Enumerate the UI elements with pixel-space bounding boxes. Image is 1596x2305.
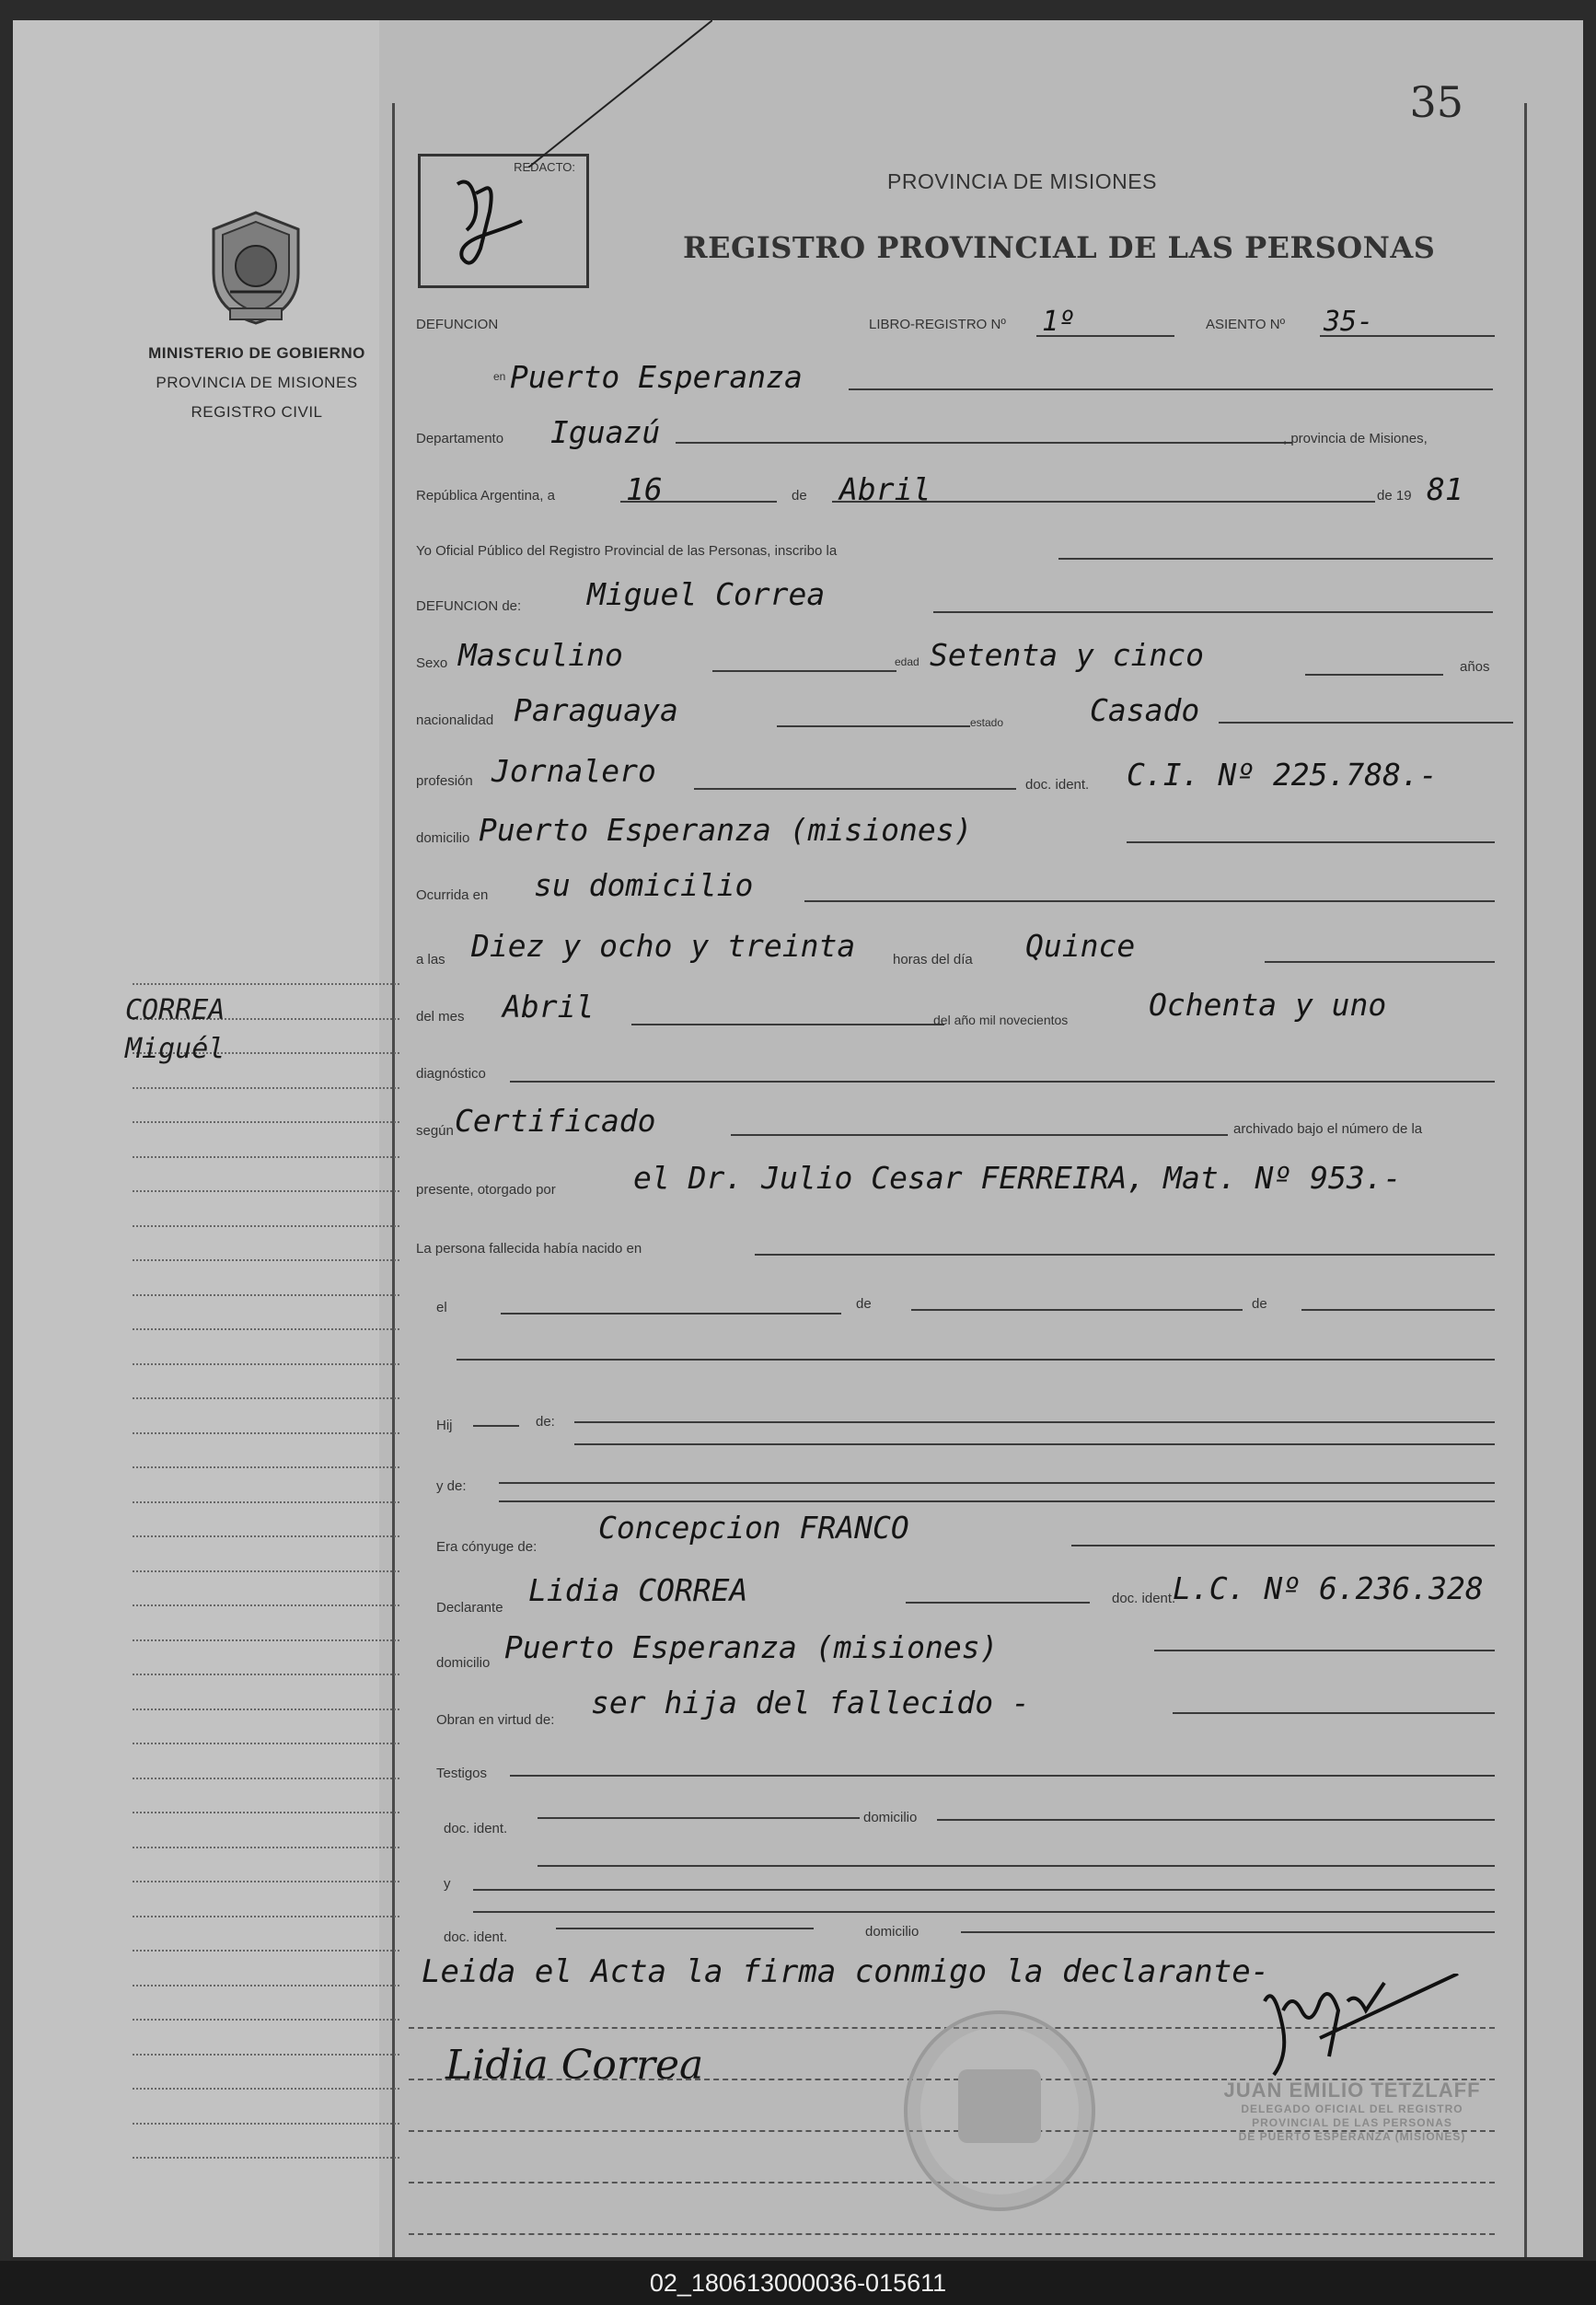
place-prefix: en (493, 370, 506, 383)
de-19-label: de 19 (1377, 488, 1412, 504)
t-doc-rule (538, 1817, 860, 1819)
margin-note (125, 991, 225, 1069)
image-id-footer: 02_180613000036-015611 (0, 2261, 1596, 2305)
oficial-text: Yo Oficial Público del Registro Provincial de las Personas, inscribo la (416, 543, 838, 559)
departamento-value: Iguazú (550, 414, 661, 450)
otorgado-value: el Dr. Julio Cesar FERREIRA, Mat. Nº 953.- (633, 1160, 1402, 1196)
month-rule (832, 501, 1375, 503)
segun-rule (731, 1134, 1228, 1136)
t-extra-rule-1 (538, 1865, 1495, 1867)
doc-value: C.I. Nº 225.788.- (1127, 757, 1438, 793)
place-value: Puerto Esperanza (510, 359, 803, 395)
redacto-label: REDACTO: (514, 160, 575, 174)
asiento-label: ASIENTO Nº (1206, 317, 1286, 332)
act-type-label: DEFUNCION (416, 317, 499, 332)
declarant-signature: Lidia Correa (445, 2042, 704, 2089)
profesion-value: Jornalero (492, 753, 656, 789)
sexo-value: Masculino (458, 637, 623, 673)
hij-de-rule-1 (574, 1421, 1495, 1423)
deceased-rule (933, 611, 1493, 613)
el-rule (501, 1313, 841, 1315)
margin-ruled-lines (133, 983, 399, 2192)
officer-name: JUAN EMILIO TETZLAFF (1223, 2079, 1481, 2102)
oficial-rule (1058, 558, 1493, 560)
redacto-box (418, 154, 589, 288)
nacido-label: La persona fallecida había nacido en (416, 1241, 642, 1257)
t2-doc-rule (556, 1928, 814, 1929)
born-de-label-1: de (856, 1296, 872, 1312)
estado-label: estado (970, 716, 1004, 729)
decl-domicilio-label: domicilio (436, 1655, 491, 1671)
closing-text: Leida el Acta la firma conmigo la declarante- (422, 1953, 1270, 1990)
profesion-label: profesión (416, 773, 473, 789)
hij-rule (473, 1425, 519, 1427)
declarante-label: Declarante (436, 1600, 503, 1616)
lower-dashed-rule-5 (409, 2233, 1495, 2235)
year-suffix: 81 (1427, 471, 1463, 507)
hij-de-rule-2 (574, 1443, 1495, 1445)
officer-title-1: DELEGADO OFICIAL DEL REGISTRO (1241, 2102, 1463, 2115)
register-page (13, 20, 1583, 2257)
t2-domicilio-label: domicilio (865, 1924, 919, 1940)
decl-domicilio-value: Puerto Esperanza (misiones) (504, 1629, 999, 1665)
ocurrida-label: Ocurrida en (416, 887, 489, 903)
officer-title-2: PROVINCIAL DE LAS PERSONAS (1252, 2116, 1452, 2129)
declarante-rule (906, 1602, 1090, 1604)
asiento-value: 35- (1324, 306, 1374, 338)
conyuge-value: Concepcion FRANCO (598, 1510, 909, 1546)
libro-label: LIBRO-REGISTRO Nº (869, 317, 1006, 332)
day-value: 16 (626, 471, 663, 507)
testigos-rule (510, 1775, 1495, 1777)
circular-seal (904, 2010, 1095, 2211)
hij-de-label: de: (536, 1414, 555, 1430)
conyuge-label: Era cónyuge de: (436, 1539, 538, 1555)
segun-value: Certificado (455, 1103, 656, 1139)
ministry-office: REGISTRO CIVIL (191, 403, 323, 421)
departamento-label: Departamento (416, 431, 504, 446)
deceased-name: Miguel Correa (587, 576, 826, 612)
diagnostico-rule (510, 1081, 1495, 1083)
profesion-rule (694, 788, 1016, 790)
dia-rule (1265, 961, 1495, 963)
decl-domicilio-rule (1154, 1650, 1495, 1651)
header-province: PROVINCIA DE MISIONES (887, 169, 1157, 193)
republica-label: República Argentina, a (416, 488, 555, 504)
del-mes-label: del mes (416, 1009, 465, 1025)
obran-value: ser hija del fallecido - (591, 1685, 1030, 1720)
anio-value: Ochenta y uno (1149, 987, 1387, 1023)
domicilio-value: Puerto Esperanza (misiones) (479, 812, 973, 848)
declarante-value: Lidia CORREA (528, 1572, 748, 1608)
sexo-rule (712, 670, 896, 672)
de-label-1: de (792, 488, 807, 504)
t2-domicilio-rule (961, 1931, 1495, 1933)
departamento-rule (676, 442, 1292, 444)
hora-value: Diez y ocho y treinta (471, 928, 856, 964)
t-domicilio-rule (937, 1819, 1495, 1821)
born-de-rule-1 (911, 1309, 1243, 1311)
anio-label: del año mil novecientos (933, 1013, 1069, 1027)
horas-del-dia-label: horas del día (893, 952, 973, 967)
t2-doc-label: doc. ident. (444, 1929, 508, 1945)
place-rule (849, 388, 1493, 390)
nacionalidad-label: nacionalidad (416, 712, 494, 728)
page-number: 35 (1409, 77, 1463, 127)
y-de-rule-1 (499, 1482, 1495, 1484)
ocurrida-value: su domicilio (534, 867, 754, 903)
ministry-province: PROVINCIA DE MISIONES (156, 374, 358, 391)
born-de-rule-2 (1301, 1309, 1495, 1311)
doc-label: doc. ident. (1025, 777, 1090, 793)
y-rule (473, 1889, 1495, 1891)
edad-label: edad (895, 655, 919, 668)
mes-value: Abril (503, 989, 595, 1025)
y-label: y (444, 1876, 451, 1892)
officer-signature (1237, 1974, 1495, 2093)
diagonal-pen-stroke (528, 20, 712, 168)
provincia-suffix: , provincia de Misiones, (1283, 431, 1428, 446)
decl-doc-label: doc. ident. (1112, 1591, 1176, 1606)
edad-rule (1305, 674, 1443, 676)
nacionalidad-rule (777, 725, 970, 727)
decl-doc-value: L.C. Nº 6.236.328 (1173, 1570, 1484, 1606)
month-value: Abril (839, 471, 931, 507)
mes-rule (631, 1024, 944, 1025)
segun-label: según (416, 1123, 454, 1139)
defuncion-label: DEFUNCION de: (416, 598, 522, 614)
asiento-rule (1320, 335, 1495, 337)
testigos-label: Testigos (436, 1766, 488, 1781)
archivado-label: archivado bajo el número de la (1233, 1121, 1423, 1137)
redacto-initials-signature (421, 156, 586, 285)
seal-emblem-icon (958, 2069, 1041, 2143)
margin-note-surname: CORREA (125, 994, 226, 1026)
libro-value: 1º (1042, 306, 1076, 338)
edad-value: Setenta y cinco (930, 637, 1205, 673)
y-de-rule-2 (499, 1500, 1495, 1502)
coat-of-arms-icon (202, 209, 309, 327)
diagnostico-label: diagnóstico (416, 1066, 486, 1082)
obran-label: Obran en virtud de: (436, 1712, 555, 1728)
domicilio-rule (1127, 841, 1495, 843)
hij-label: Hij (436, 1418, 453, 1433)
officer-stamp (1200, 2079, 1504, 2144)
margin-note-name: Miguél (125, 1033, 226, 1065)
t-doc-label: doc. ident. (444, 1821, 508, 1836)
sexo-label: Sexo (416, 655, 448, 671)
estado-value: Casado (1090, 692, 1200, 728)
header-title: REGISTRO PROVINCIAL DE LAS PERSONAS (683, 230, 1436, 265)
conyuge-rule (1071, 1545, 1495, 1546)
presente-label: presente, otorgado por (416, 1182, 556, 1198)
right-border (1524, 103, 1527, 2257)
y-rule-2 (473, 1911, 1495, 1913)
nacionalidad-value: Paraguaya (514, 692, 678, 728)
libro-rule (1036, 335, 1174, 337)
day-rule (620, 501, 777, 503)
domicilio-label: domicilio (416, 830, 470, 846)
ministry-name: MINISTERIO DE GOBIERNO (148, 344, 365, 362)
ministry-block (123, 344, 390, 422)
ocurrida-rule (804, 900, 1495, 902)
dia-value: Quince (1025, 928, 1136, 964)
obran-rule (1173, 1712, 1495, 1714)
el-label: el (436, 1300, 447, 1315)
nacido-rule (755, 1254, 1495, 1256)
y-de-label: y de: (436, 1478, 467, 1494)
born-de-label-2: de (1252, 1296, 1267, 1312)
anos-label: años (1460, 659, 1490, 675)
t-domicilio-label: domicilio (863, 1810, 918, 1825)
officer-title-3: DE PUERTO ESPERANZA (MISIONES) (1238, 2130, 1466, 2143)
estado-rule (1219, 722, 1513, 724)
born-extra-rule (457, 1359, 1495, 1361)
a-las-label: a las (416, 952, 445, 967)
